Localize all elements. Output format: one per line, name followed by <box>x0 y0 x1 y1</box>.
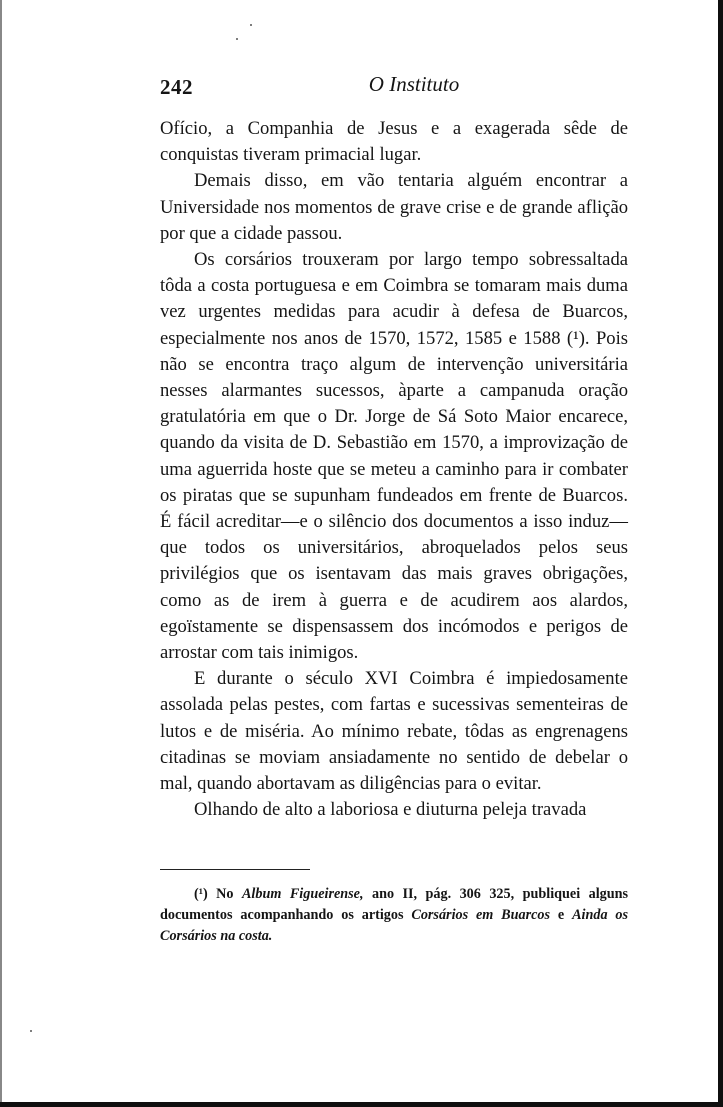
scan-speck <box>236 38 238 40</box>
paragraph: Olhando de alto a laboriosa e diuturna peleja travada <box>194 799 587 821</box>
scan-speck <box>30 1030 32 1032</box>
footnote-marker: (¹) <box>194 886 208 902</box>
page-edge-right <box>718 0 723 1107</box>
paragraph: E durante o século XVI Coimbra é impiedosamente assolada pelas pestes, com fartas e sucessivas sementeiras de lutos e de miséria. Ao mínimo rebate, tôdas as engrenagens citadinas se moviam ansiadamente no sentido de debelar o mal, quando abortavam as diligências para o evitar. <box>160 668 628 795</box>
footnote-text: e <box>557 907 565 923</box>
footnote-italic-title: Ainda os Corsários na costa. <box>160 907 629 944</box>
paragraph: Os corsários trouxeram por largo tempo sobressaltada tôda a costa portuguesa e em Coimbra se tomaram mais duma vez urgentes medidas para acudir à defesa de Buarcos, especialmente nos anos de 1570, 1572, 1585 e 1588 (¹). Pois não se encontra traço algum de intervenção universitária nesses alarmantes sucessos, àparte a campanuda oração gratulatória em que o Dr. Jorge de Sá Soto Maior encarece, quando da visita de D. Sebastião em 1570, a improvização de uma aguerrida hoste que se meteu a caminho para ir combater os piratas que se supunham fundeados em frente de Buarcos. É fácil acreditar—e o silêncio dos documentos a isso induz—que todos os universitários, abroquelados pelos seus privilégios que os isentavam das mais graves obrigações, como as de irem à guerra e de acudirem aos alardos, egoïstamente se dispensassem dos incómodos e perigos de arrostar com tais inimigos. <box>160 249 628 664</box>
page-header <box>160 72 628 106</box>
page-number: 242 <box>160 75 193 99</box>
footnote-text: ano II, pág. 306 325, publiquei alguns documentos acompanhando os artigos <box>160 886 629 923</box>
footnote <box>160 884 628 947</box>
running-title: O Instituto <box>368 72 460 96</box>
paragraph: Ofício, a Companhia de Jesus e a exagerada sêde de conquistas tiveram primacial lugar. <box>160 118 628 166</box>
footnote-text: No <box>216 886 234 902</box>
scan-speck <box>250 24 252 26</box>
footnote-italic-title: Corsários em Buarcos <box>411 907 551 923</box>
footnote-rule <box>160 869 310 870</box>
footnote-italic-title: Album Figueirense, <box>241 886 364 902</box>
page-edge-bottom <box>0 1102 723 1107</box>
page-edge-left <box>0 0 2 1107</box>
paragraph: Demais disso, em vão tentaria alguém encontrar a Universidade nos momentos de grave crise e de grande aflição por que a cidade passou. <box>160 170 628 244</box>
body-text <box>160 116 628 823</box>
